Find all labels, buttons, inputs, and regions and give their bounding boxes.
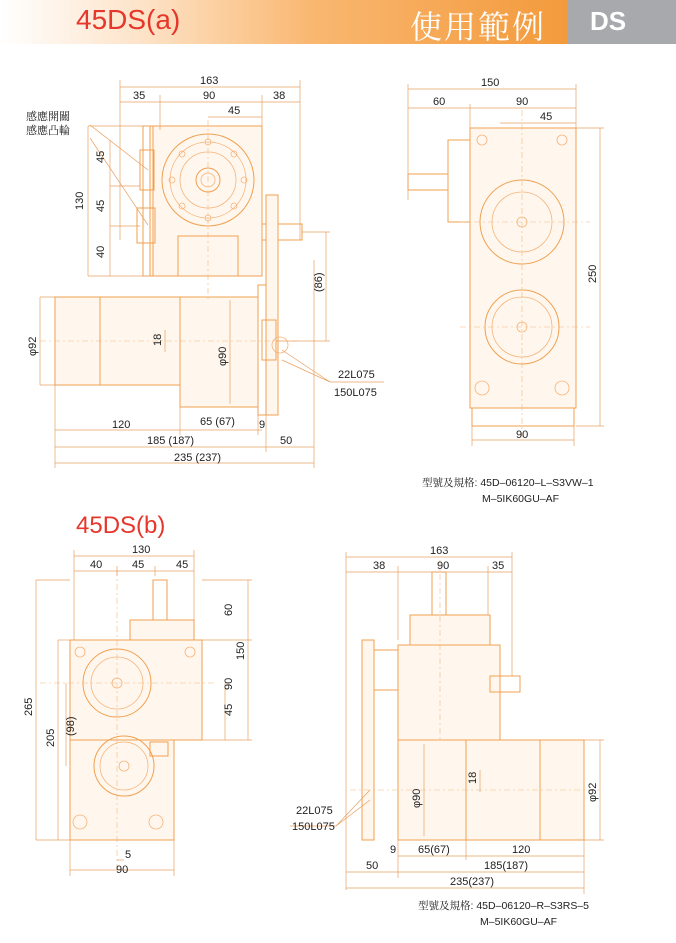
dim-a-side-90: 90 [516,96,529,108]
dim-a-h86: (86) [313,272,325,292]
usage-example-title: 使用範例 [410,9,547,45]
dim-a-h45-mid: 45 [95,199,107,212]
model-title-b: 45DS(b) [76,512,166,539]
dim-b-9: 9 [390,844,397,856]
dim-b-side-150: 150 [235,641,247,660]
dim-b-235: 235(237) [450,876,495,888]
dim-b-120: 120 [512,844,531,856]
spec-a-line2: M–5IK60GU–AF [482,493,560,505]
dim-a-50: 50 [280,435,293,447]
dim-a-side-250: 250 [587,264,599,283]
dim-b-side-40: 40 [90,559,103,571]
spec-a-line1: 45D–06120–L–S3VW–1 [480,477,594,489]
dim-b-d90: φ90 [411,788,423,808]
label-sensor-cam: 感應凸輪 [26,125,70,137]
dim-b-38: 38 [373,560,386,572]
dim-b-185: 185(187) [484,860,529,872]
dim-a-9: 9 [259,419,266,431]
dim-b-side-45a: 45 [132,559,145,571]
spec-block-b [418,898,589,930]
belt-b-150L075: 150L075 [292,821,335,833]
dim-a-120: 120 [112,419,131,431]
dim-a-side-45: 45 [540,111,553,123]
dim-b-65: 65(67) [418,844,450,856]
dim-b-side-45: 45 [223,703,235,716]
dim-a-h45-top: 45 [95,150,107,163]
dim-b-side-90: 90 [223,677,235,690]
drawing-a-front [40,80,384,468]
spec-a-label: 型號及規格: [422,477,478,489]
dim-b-90: 90 [437,560,450,572]
dim-a-h130: 130 [74,191,86,210]
dim-a-45: 45 [228,105,241,117]
dim-b-side-45b: 45 [176,559,189,571]
dim-b-side-b90: 90 [116,864,129,876]
dim-a-d90: φ90 [217,346,229,366]
series-code: DS [590,6,627,36]
model-title-a: 45DS(a) [76,4,181,35]
dim-b-side-130: 130 [132,544,151,556]
dim-a-18: 18 [152,333,164,346]
dim-a-h40: 40 [95,245,107,258]
dim-a-185: 185 (187) [147,435,195,447]
dim-a-163: 163 [200,75,219,87]
dim-b-side-205: 205 [45,728,57,747]
dim-b-35: 35 [492,560,505,572]
reducer-front-b [398,645,500,740]
belt-b-22L075: 22L075 [296,805,333,817]
dim-b-18: 18 [467,771,479,784]
dim-b-side-60: 60 [223,603,235,616]
dim-b-50: 50 [366,860,379,872]
dim-b-163: 163 [430,545,449,557]
dim-a-side-150: 150 [481,77,500,89]
dim-a-d92: φ92 [27,336,39,356]
reducer-side-a [470,128,576,408]
dim-a-side-60: 60 [433,96,446,108]
spec-b-line2: M–5IK60GU–AF [480,916,558,928]
dim-a-235: 235 (237) [174,452,222,464]
dim-a-90: 90 [203,90,216,102]
dim-b-side-265: 265 [23,697,35,716]
dim-b-side-5: 5 [125,849,132,861]
dim-b-d92: φ92 [587,782,599,802]
dim-a-65: 65 (67) [200,416,235,428]
spec-block-a [422,475,594,507]
drawing-b-front [290,552,604,894]
drawing-a-side [408,84,604,446]
dim-a-side-b90: 90 [516,429,529,441]
belt-a-22L075: 22L075 [338,369,375,381]
spec-b-line1: 45D–06120–R–S3RS–5 [476,900,590,912]
dim-a-38: 38 [273,90,286,102]
label-sensor-switch: 感應開關 [26,111,70,123]
spec-b-label: 型號及規格: [418,900,474,912]
belt-a-150L075: 150L075 [334,387,377,399]
drawing-b-side [36,550,252,876]
dim-a-35: 35 [133,90,146,102]
dim-b-side-98: (98) [65,716,77,736]
